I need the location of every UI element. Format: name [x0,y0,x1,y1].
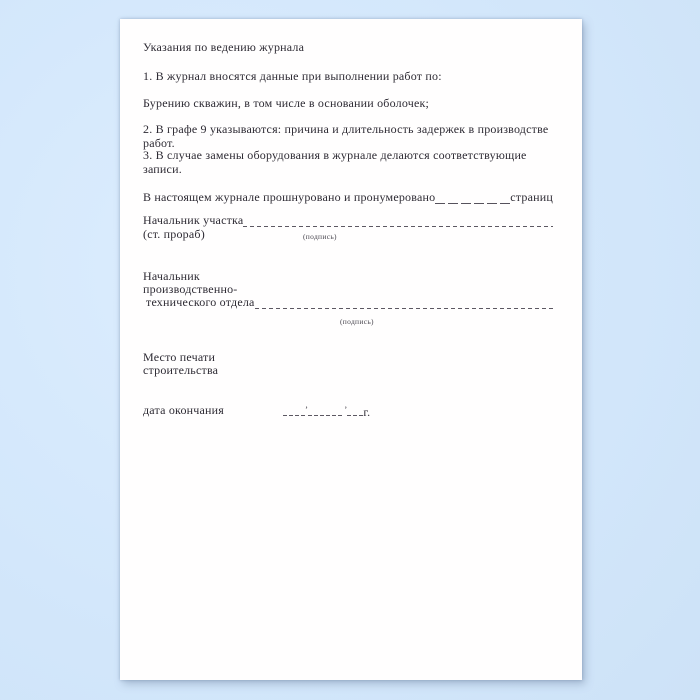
stamp-block [143,351,553,377]
end-date-suffix: г. [363,405,371,419]
stamp-line-2: строительства [143,363,219,377]
instruction-paragraph-1: 1. В журнал вносятся данные при выполнении работ по: [143,69,442,83]
end-date-line [143,403,553,417]
dept-chief-label-line-3: технического отдела [146,295,255,309]
pages-count-suffix: страниц [510,190,553,204]
site-chief-signature-hint: (подпись) [303,232,337,241]
instruction-paragraph-2: Бурению скважин, в том числе в основании оболочек; [143,96,430,110]
document-page [120,19,582,680]
instruction-paragraph-3: 2. В графе 9 указываются: причина и длительность задержек в производстве работ. [143,122,549,150]
signature-row-site-chief [143,213,553,227]
dept-chief-label-line-2: производственно- [143,282,238,296]
end-date-day-blank [283,405,305,416]
end-date-month-blank [308,405,344,416]
end-date-label: дата окончания [143,403,225,417]
document-content [143,19,553,680]
dept-chief-signature-hint: (подпись) [340,317,374,326]
dept-chief-label-line-1: Начальник [143,269,200,283]
end-date-separator-1: ’ [305,405,309,415]
site-chief-signature-blank [243,214,553,227]
dept-chief-block [143,270,553,309]
site-chief-sublabel: (ст. прораб) [143,227,205,241]
dept-chief-signature-blank [255,296,553,309]
site-chief-subrow [143,227,553,241]
document-title: Указания по ведению журнала [143,40,305,54]
end-date-year-blank [347,405,363,416]
end-date-blank-group [283,403,370,419]
pages-count-line [143,190,553,204]
pages-count-prefix: В настоящем журнале прошнуровано и пронумеровано [143,190,436,204]
pages-count-blank [435,191,510,204]
stamp-line-1: Место печати [143,350,216,364]
site-chief-label: Начальник участка [143,213,244,227]
instruction-paragraph-4: 3. В случае замены оборудования в журнале делаются соответствующие записи. [143,148,527,176]
end-date-separator-2: ’ [344,405,348,415]
